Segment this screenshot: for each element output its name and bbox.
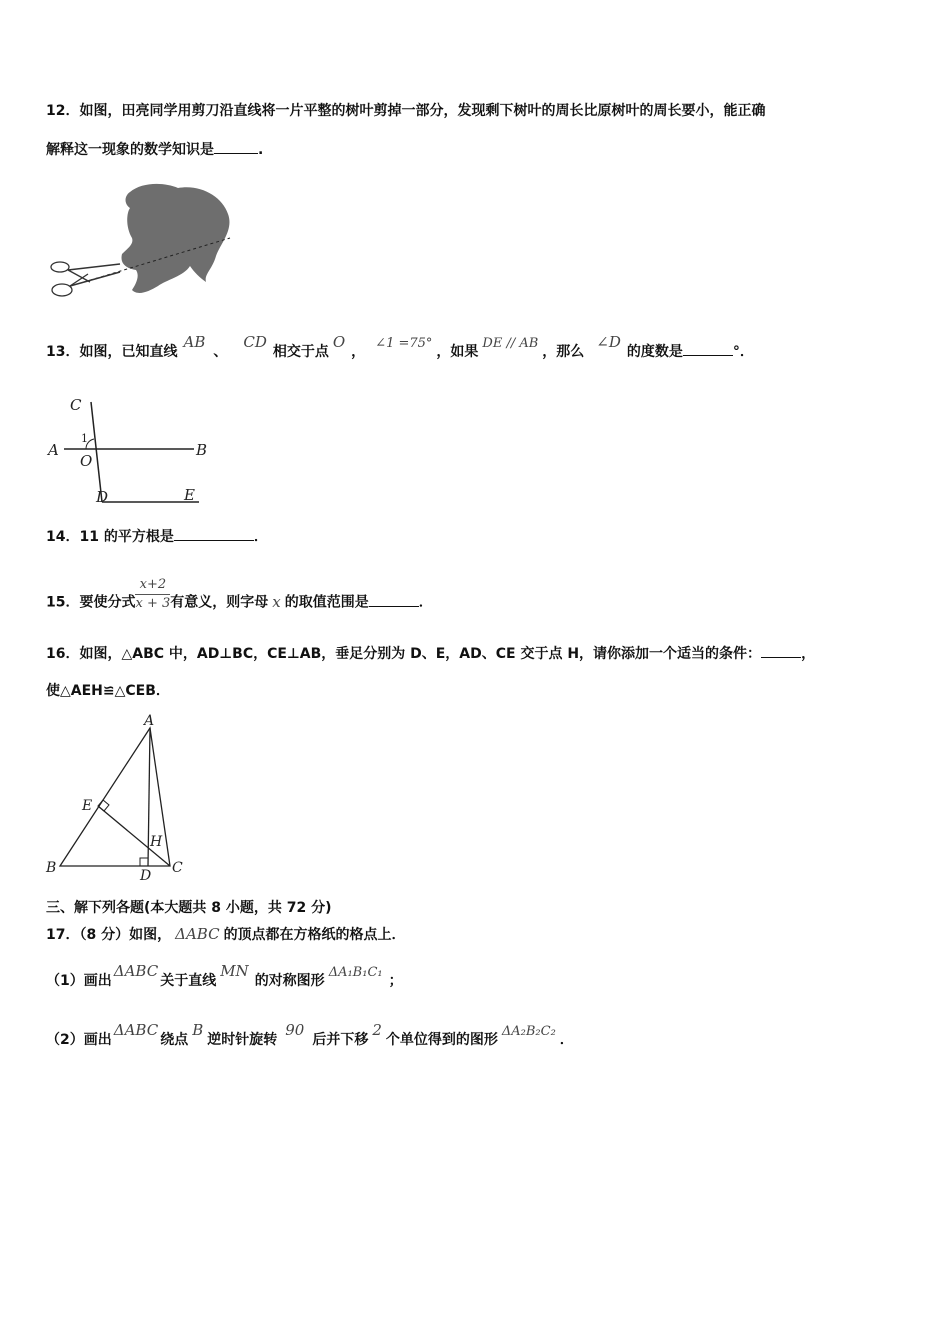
q13-figure (44, 392, 234, 512)
right-angle-d (140, 858, 148, 866)
q16-triangle-figure (40, 712, 200, 882)
q14-answer-blank (174, 526, 254, 541)
q15-line: 15．要使分式 $\frac{x+2}{x + 3}$ 有意义，则字母 x 的取值范围是 ． (46, 577, 433, 611)
scissors-handle-lower (52, 284, 72, 296)
q17-part-1: （1）画出ΔABC关于直线MN的对称图形ΔA₁B₁C₁； (46, 962, 403, 989)
q12-line1: 12．如图，田亮同学用剪刀沿直线将一片平整的树叶剪掉一部分，发现剩下树叶的周长比原树叶的周长要小，能正确 (46, 103, 766, 119)
q17-intro: 17．（8 分）如图， ΔABC 的顶点都在方格纸的格点上． (46, 925, 406, 943)
label-b: B (46, 860, 57, 876)
label-e: E (82, 798, 93, 814)
q15-answer-blank (369, 592, 419, 607)
q12-answer-blank (214, 139, 258, 154)
q16-answer-blank (761, 643, 801, 658)
label-e: E (184, 486, 195, 504)
label-a: A (144, 713, 155, 729)
leaf-shape (122, 184, 230, 293)
q12-line2: 解释这一现象的数学知识是 . (46, 139, 263, 160)
label-h: H (150, 834, 163, 850)
q14-line: 14．11 的平方根是 ． (46, 526, 268, 547)
q16-line1: 16．如图，△ABC 中，AD⊥BC，CE⊥AB，垂足分别为 D、E，AD、CE 交于点 H，请你添加一个适当的条件： ， (46, 643, 815, 664)
label-o: O (80, 452, 93, 470)
section-3-heading: 三、解下列各题(本大题共 8 小题，共 72 分) (46, 900, 332, 916)
label-d: D (96, 488, 109, 506)
line-cd (91, 402, 102, 502)
q17-part-2: （2）画出ΔABC绕点B逆时针旋转90后并下移2个单位得到的图形ΔA₂B₂C₂． (46, 1021, 574, 1048)
label-1: 1 (81, 432, 88, 445)
q13-line: 13．如图，已知直线AB、CD相交于点O，∠1 =75°，如果DE // AB，那么∠D的度数是 °． (46, 333, 754, 360)
label-a: A (48, 441, 59, 459)
fraction: $\frac{x+2}{x + 3}$ (135, 577, 171, 611)
q13-answer-blank (683, 341, 733, 356)
scissors-blade-upper (68, 264, 120, 270)
leaf-scissors-figure (44, 178, 234, 318)
label-c: C (70, 396, 82, 414)
label-b: B (196, 441, 208, 459)
label-d: D (140, 868, 152, 882)
scissors-blade-lower (70, 272, 120, 286)
scissors-handle-upper (51, 262, 69, 272)
label-c: C (172, 860, 183, 876)
q16-line2: 使△AEH≌△CEB． (46, 683, 170, 699)
